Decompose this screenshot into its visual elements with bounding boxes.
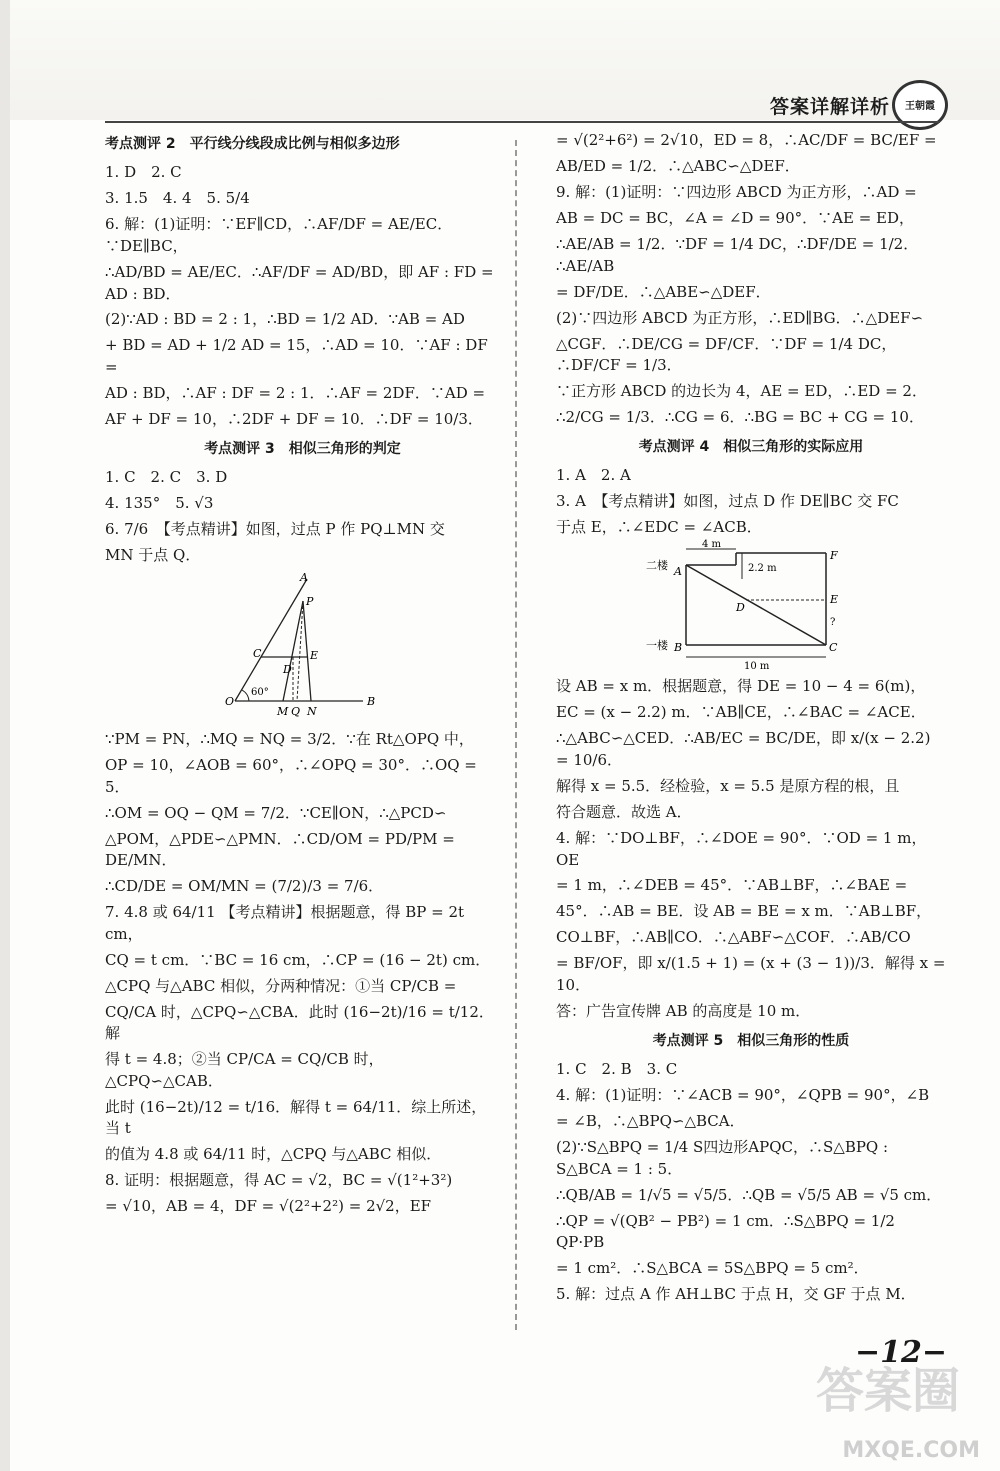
answer-line: AB = DC = BC，∠A = ∠D = 90°．∵AE = ED，: [556, 209, 915, 227]
label-10m: 10 m: [744, 661, 770, 673]
header-rule: [105, 121, 940, 123]
geometry-figure-triangle: [105, 573, 500, 723]
label-q: Q: [290, 705, 300, 719]
triangle-diagram: [223, 573, 383, 723]
answer-line: ∴2/CG = 1/3．∴CG = 6．∴BG = BC + CG = 10．: [556, 408, 924, 426]
label-c: C: [252, 647, 261, 661]
answer-line: + BD = AD + 1/2 AD = 15，∴AD = 10．∵AF : DF =: [105, 336, 488, 377]
answer-line: 4. 135° 5. √3: [105, 494, 214, 513]
answer-line: 1. C 2. B 3. C: [556, 1060, 678, 1079]
label-p: P: [305, 595, 313, 609]
answer-line: 设 AB = x m．根据题意，得 DE = 10 − 4 = 6(m)，: [556, 677, 926, 696]
answer-line: ∴QP = √(QB² − PB²) = 1 cm．∴S△BPQ = 1/2 QP·PB: [556, 1211, 895, 1252]
answer-line: = ∠B，∴△BPQ∽△BCA．: [556, 1112, 745, 1131]
answer-line: = √10，AB = 4，DF = √(2²+2²) = 2√2，EF: [105, 1197, 432, 1216]
answer-line: 1. A 2. A: [556, 466, 631, 485]
answer-line: 1. C 2. C 3. D: [105, 468, 228, 487]
watermark-url: MXQE.COM: [842, 1438, 980, 1463]
answer-line: 8. 证明：根据题意，得 AC = √2，BC = √(1²+3²): [105, 1171, 453, 1190]
label-question: ?: [830, 617, 836, 629]
answer-line: 4. 解：(1)证明：∵∠ACB = 90°，∠QPB = 90°，∠B: [556, 1086, 930, 1105]
angle-label: 60°: [250, 687, 269, 699]
answer-line: 45°．∴AB = BE．设 AB = BE = x m．∵AB⊥BF，: [556, 902, 932, 921]
stairs-diagram: [636, 539, 866, 673]
page-edge: [0, 0, 10, 1471]
label-d2: D: [736, 601, 745, 615]
label-e: E: [309, 649, 318, 663]
column-divider: [515, 140, 517, 1330]
answer-line: 3. A 【考点精讲】如图，过点 D 作 DE∥BC 交 FC: [556, 492, 899, 511]
answer-line: CO⊥BF，∴AB∥CO．∴△ABF∽△COF．∴AB/CO: [556, 928, 911, 947]
answer-line: ∴AE/AB = 1/2．∵DF = 1/4 DC，∴DF/DE = 1/2．∴AE/AB: [556, 235, 919, 275]
answer-line: (2)∵四边形 ABCD 为正方形，∴ED∥BG．∴△DEF∽: [556, 308, 924, 327]
answer-line: △POM，△PDE∽△PMN．∴CD/OM = PD/PM = DE/MN．: [105, 829, 455, 870]
section-heading: 考点测评 3 相似三角形的判定: [204, 440, 401, 457]
watermark-logo: 答案圈: [815, 1363, 960, 1419]
answer-line: CQ/CA 时，△CPQ∽△CBA．此时 (16−2t)/16 = t/12．解: [105, 1002, 494, 1043]
answer-line: 此时 (16−2t)/12 = t/16．解得 t = 64/11．综上所述，当 t: [105, 1097, 487, 1138]
label-a2: A: [674, 565, 682, 579]
label-floor1: 一楼: [646, 639, 668, 653]
answer-line: 6. 7/6 【考点精讲】如图，过点 P 作 PQ⊥MN 交: [105, 520, 445, 539]
label-d: D: [282, 663, 292, 677]
section-heading: 考点测评 4 相似三角形的实际应用: [638, 439, 864, 455]
answer-line: 于点 E，∴∠EDC = ∠ACB．: [556, 518, 762, 537]
answer-line: ∴AD/BD = AE/EC．∴AF/DF = AD/BD，即 AF : FD = AD : BD．: [105, 262, 494, 303]
answer-line: = BF/OF，即 x/(1.5 + 1) = (x + (3 − 1))/3．解得 x = 10．: [556, 954, 946, 995]
answer-line: △CGF．∴DE/CG = DF/CF．∵DF = 1/4 DC，∴DF/CF = 1/3．: [556, 334, 897, 375]
answer-line: 1. D 2. C: [105, 163, 182, 182]
right-column: [556, 128, 946, 1308]
answer-line: ∴QB/AB = 1/√5 = √5/5．∴QB = √5/5 AB = √5 cm．: [556, 1185, 942, 1204]
answer-line: ∴CD/DE = OM/MN = (7/2)/3 = 7/6．: [105, 877, 384, 896]
answer-line: = √(2²+6²) = 2√10，ED = 8，∴AC/DF = BC/EF =: [556, 131, 937, 149]
answer-line: 5. 解：过点 A 作 AH⊥BC 于点 H，交 GF 于点 M．: [556, 1285, 916, 1304]
label-floor2: 二楼: [646, 559, 668, 573]
label-b: B: [366, 695, 375, 709]
label-o: O: [224, 695, 234, 709]
label-b2: B: [674, 641, 683, 655]
label-n: N: [306, 705, 317, 719]
answer-line: 得 t = 4.8；②当 CP/CA = CQ/CB 时，△CPQ∽△CAB．: [105, 1050, 384, 1090]
answer-line: AB/ED = 1/2．∴△ABC∽△DEF．: [556, 157, 800, 175]
label-e2: E: [830, 593, 839, 607]
answer-line: AD : BD，∴AF : DF = 2 : 1．∴AF = 2DF．∵AD =: [105, 383, 486, 402]
section-heading: 考点测评 2 平行线分线段成比例与相似多边形: [105, 136, 400, 152]
answer-line: OP = 10，∠AOB = 60°，∴∠OPQ = 30°．∴OQ = 5．: [105, 756, 477, 796]
answer-line: = DF/DE．∴△ABE∽△DEF．: [556, 282, 771, 301]
answer-line: 答：广告宣传牌 AB 的高度是 10 m．: [556, 1001, 811, 1020]
answer-line: 6. 解：(1)证明：∵EF∥CD，∴AF/DF = AE/EC．∵DE∥BC，: [105, 215, 453, 256]
logo-text: 王朝霞: [905, 101, 935, 112]
answer-line: = 1 cm²．∴S△BCA = 5S△BPQ = 5 cm²．: [556, 1259, 869, 1278]
answer-line: CQ = t cm．∵BC = 16 cm，∴CP = (16 − 2t) cm．: [105, 950, 491, 969]
answer-line: 的值为 4.8 或 64/11 时，△CPQ 与△ABC 相似．: [105, 1145, 442, 1164]
geometry-figure-stairs: [556, 539, 946, 673]
label-4m: 4 m: [702, 539, 722, 551]
answer-line: ∵PM = PN，∴MQ = NQ = 3/2．∵在 Rt△OPQ 中，: [105, 730, 474, 749]
label-22m: 2.2 m: [748, 563, 777, 575]
answer-line: AF + DF = 10，∴2DF + DF = 10．∴DF = 10/3．: [105, 409, 483, 428]
label-a: A: [299, 571, 308, 585]
label-m: M: [276, 705, 288, 719]
answer-line: 7. 4.8 或 64/11 【考点精讲】根据题意，得 BP = 2t cm，: [105, 903, 465, 943]
section-heading: 考点测评 5 相似三角形的性质: [652, 1032, 850, 1049]
answer-line: (2)∵S△BPQ = 1/4 S四边形APQC，∴S△BPQ : S△BCA = 1 : 5．: [556, 1138, 889, 1178]
label-c2: C: [829, 641, 838, 655]
answer-line: 3. 1.5 4. 4 5. 5/4: [105, 189, 250, 208]
page-number: −12−: [855, 1335, 948, 1370]
answer-line: △CPQ 与△ABC 相似，分两种情况：①当 CP/CB =: [105, 976, 457, 995]
answer-line: (2)∵AD : BD = 2 : 1，∴BD = 1/2 AD．∵AB = AD: [105, 310, 465, 329]
answer-line: EC = (x − 2.2) m．∵AB∥CE，∴∠BAC = ∠ACE．: [556, 703, 926, 722]
answer-line: = 1 m，∴∠DEB = 45°．∵AB⊥BF，∴∠BAE =: [556, 876, 908, 895]
answer-line: ∴△ABC∽△CED．∴AB/EC = BC/DE，即 x/(x − 2.2) = 10/6．: [556, 729, 931, 770]
answer-line: 符合题意．故选 A．: [556, 802, 692, 821]
header-title: 答案详解详析: [770, 96, 891, 118]
answer-line: ∴OM = OQ − QM = 7/2．∵CE∥ON，∴△PCD∽: [105, 803, 447, 822]
answer-line: 解得 x = 5.5．经检验，x = 5.5 是原方程的根，且: [556, 776, 900, 795]
answer-line: ∵正方形 ABCD 的边长为 4，AE = ED，∴ED = 2．: [556, 382, 927, 400]
answer-line: 9. 解：(1)证明：∵四边形 ABCD 为正方形，∴AD =: [556, 183, 917, 201]
answer-line: MN 于点 Q．: [105, 546, 201, 565]
answer-line: 4. 解：∵DO⊥BF，∴∠DOE = 90°．∵OD = 1 m，OE: [556, 828, 927, 869]
label-f2: F: [830, 549, 838, 563]
left-column: [105, 128, 500, 1220]
